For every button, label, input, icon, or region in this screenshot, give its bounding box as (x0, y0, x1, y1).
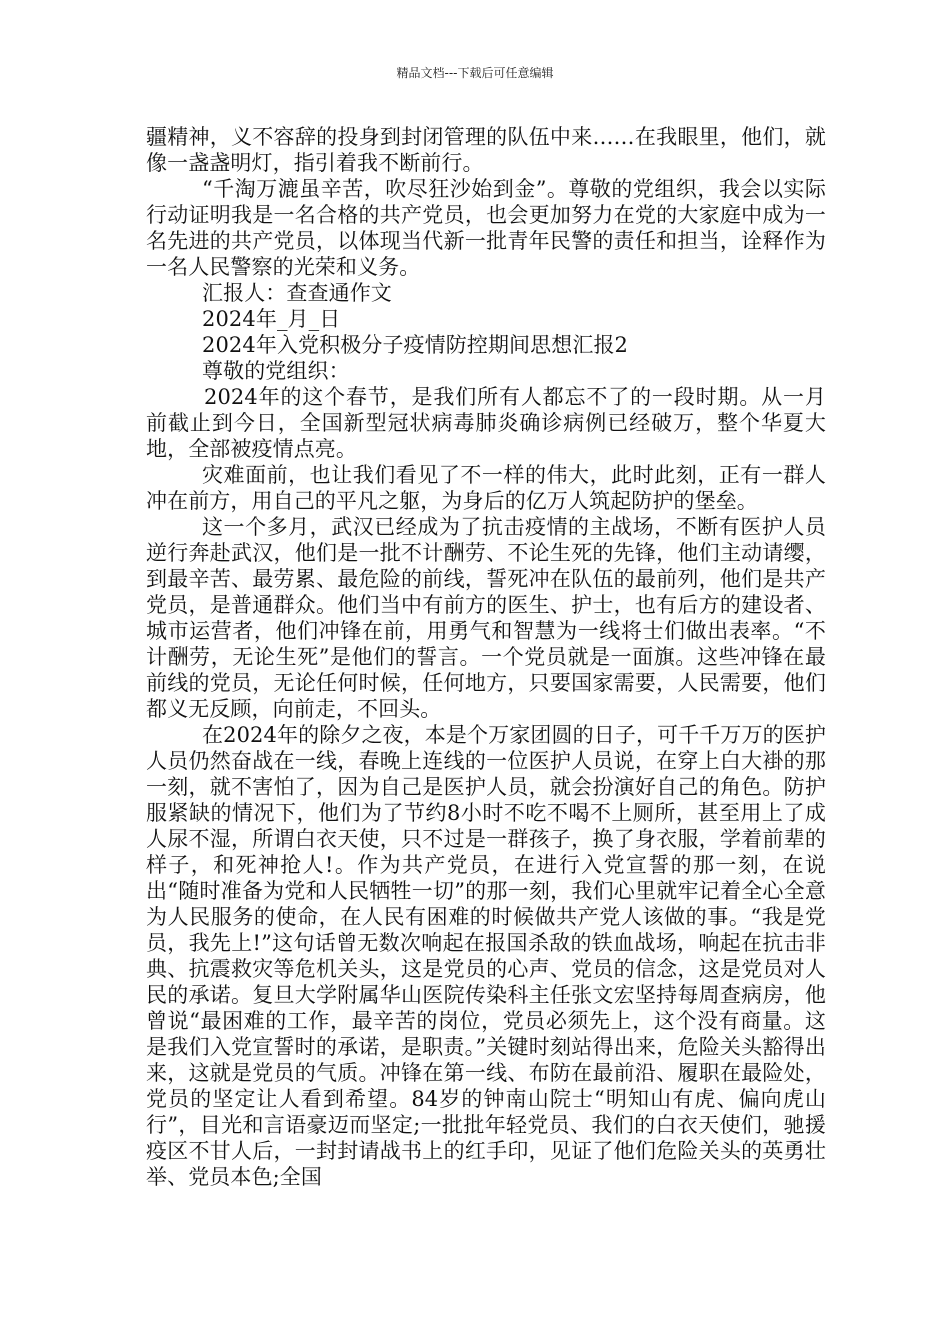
salutation: 尊敬的党组织： (202, 359, 350, 383)
reporter-line: 汇报人：查查通作文 (202, 281, 392, 305)
document-body (146, 124, 826, 1190)
paragraph-1: 疆精神，义不容辞的投身到封闭管理的队伍中来……在我眼里，他们，就像一盏盏明灯，指引着我不断前行。 (146, 125, 826, 175)
paragraph-3: 2024年的这个春节，是我们所有人都忘不了的一段时期。从一月前截止到今日，全国新型冠状病毒肺炎确诊病例已经破万，整个华夏大地，全部被疫情点亮。 (146, 385, 826, 461)
paragraph-2: “千淘万漉虽辛苦，吹尽狂沙始到金”。尊敬的党组织，我会以实际行动证明我是一名合格的共产党员，也会更加努力在党的大家庭中成为一名先进的共产党员，以体现当代新一批青年民警的责任和担当，诠释作为一名人民警察的光荣和义务。 (146, 177, 826, 279)
page-header: 精品文档---下载后可任意编辑 (396, 66, 554, 80)
report-title: 2024年入党积极分子疫情防控期间思想汇报2 (202, 333, 629, 357)
date-line: 2024年_月_日 (202, 307, 341, 331)
paragraph-4: 灾难面前，也让我们看见了不一样的伟大，此时此刻，正有一群人冲在前方，用自己的平凡之躯，为身后的亿万人筑起防护的堡垒。 (146, 463, 826, 513)
paragraph-5: 这一个多月，武汉已经成为了抗击疫情的主战场，不断有医护人员逆行奔赴武汉，他们是一批不计酬劳、不论生死的先锋，他们主动请缨，到最辛苦、最劳累、最危险的前线，誓死冲在队伍的最前列，他们是共产党员，是普通群众。他们当中有前方的医生、护士，也有后方的建设者、城市运营者，他们冲锋在前，用勇气和智慧为一线将士们做出表率。“不计酬劳，无论生死”是他们的誓言。一个党员就是一面旗。这些冲锋在最前线的党员，无论任何时候，任何地方，只要国家需要，人民需要，他们都义无反顾，向前走，不回头。 (146, 515, 826, 721)
paragraph-6: 在2024年的除夕之夜，本是个万家团圆的日子，可千千万万的医护人员仍然奋战在一线，春晚上连线的一位医护人员说，在穿上白大褂的那一刻，就不害怕了，因为自己是医护人员，就会扮演好自己的角色。防护服紧缺的情况下，他们为了节约8小时不吃不喝不上厕所，甚至用上了成人尿不湿，所谓白衣天使，只不过是一群孩子，换了身衣服，学着前辈的样子，和死神抢人!。作为共产党员，在进行入党宣誓的那一刻，在说出“随时准备为党和人民牺牲一切”的那一刻，我们心里就牢记着全心全意为人民服务的使命，在人民有困难的时候做共产党人该做的事。“我是党员，我先上!”这句话曾无数次响起在报国杀敌的铁血战场，响起在抗击非典、抗震救灾等危机关头，这是党员的心声、党员的信念，这是党员对人民的承诺。复旦大学附属华山医院传染科主任张文宏坚持每周查病房，他曾说“最困难的工作，最辛苦的岗位，党员必须先上，这个没有商量。这是我们入党宣誓时的承诺，是职责。”关键时刻站得出来，危险关头豁得出来，这就是党员的气质。冲锋在第一线、布防在最前沿、履职在最险处，党员的坚定让人看到希望。84岁的钟南山院士“明知山有虎、偏向虎山行”，目光和言语豪迈而坚定;一批批年轻党员、我们的白衣天使们，驰援疫区不甘人后，一封封请战书上的红手印，见证了他们危险关头的英勇壮举、党员本色;全国 (146, 723, 826, 1189)
